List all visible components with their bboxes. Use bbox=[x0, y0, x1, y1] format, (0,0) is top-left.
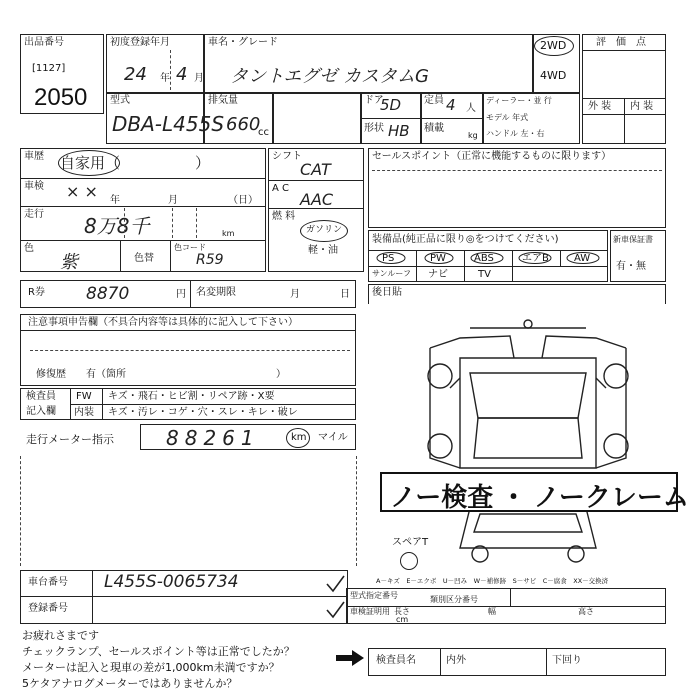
insp-label-1: 検査員 bbox=[26, 391, 56, 402]
size-cert: 車検証明用 bbox=[350, 607, 390, 616]
meter-km: km bbox=[291, 432, 307, 443]
reg-month: 4 bbox=[176, 64, 188, 85]
color-code: R59 bbox=[196, 252, 224, 268]
equip-aw: AW bbox=[574, 253, 591, 264]
reg-year: 24 bbox=[124, 64, 147, 85]
footer-line-2: チェックランプ、セールスポイント等は正常でしたか？ bbox=[22, 645, 295, 658]
lot-sub: [1127] bbox=[32, 63, 66, 74]
recycle-value: 8870 bbox=[86, 284, 130, 304]
fuel-circle bbox=[300, 220, 348, 242]
reg-year-unit: 年 bbox=[160, 73, 170, 84]
cap-label: 定員 bbox=[424, 95, 444, 106]
meter-km-circle bbox=[286, 428, 310, 448]
color-label: 色 bbox=[24, 243, 34, 254]
car-value: タントエグゼ カスタムG bbox=[230, 66, 429, 87]
color-change: 色替 bbox=[134, 253, 154, 264]
ac-value: AAC bbox=[300, 190, 334, 209]
grade-int: 内 装 bbox=[630, 101, 654, 112]
namechg-d: 日 bbox=[340, 289, 350, 300]
drive-top: 2WD bbox=[540, 39, 567, 52]
check-pw-icon bbox=[424, 252, 454, 264]
equip-airbag: エアB bbox=[522, 253, 549, 264]
cap-value: 4 bbox=[446, 96, 456, 114]
shift-value: CAT bbox=[300, 160, 331, 179]
equip-navi: ナビ bbox=[428, 269, 448, 280]
model-value: DBA-L455S bbox=[112, 112, 225, 136]
namechg-m: 月 bbox=[290, 289, 300, 300]
lot-number: 2050 bbox=[34, 84, 88, 111]
equip-pw: PW bbox=[430, 253, 446, 264]
namechg-label: 名変期限 bbox=[196, 287, 236, 298]
lower-label: 下回り bbox=[552, 655, 582, 666]
size-class-label: 類別区分番号 bbox=[430, 595, 478, 604]
equip-tv: TV bbox=[478, 269, 491, 280]
inspect-d: （日） bbox=[228, 195, 258, 206]
insp-fw: FW bbox=[76, 391, 92, 402]
car-label: 車名・グレード bbox=[208, 37, 278, 48]
shift-label: シフト bbox=[272, 151, 302, 162]
check-abs-icon bbox=[470, 252, 504, 264]
stamp-value: ノー検査 ・ ノークレーム bbox=[390, 482, 689, 512]
drive-circle bbox=[534, 36, 574, 56]
mileage-label: 走行 bbox=[24, 209, 44, 220]
equip-abs: ABS bbox=[474, 253, 494, 264]
mileage-unit: km bbox=[222, 229, 235, 238]
cap-unit: 人 bbox=[466, 103, 476, 114]
lot-label: 出品番号 bbox=[24, 37, 64, 48]
reg-label: 初度登録年月 bbox=[110, 37, 170, 48]
check-airbag-icon bbox=[518, 252, 552, 264]
check-regnum-icon bbox=[324, 600, 346, 620]
model-label: 型式 bbox=[110, 95, 130, 106]
insp-label-2: 記入欄 bbox=[26, 406, 56, 417]
insp-in-text: キズ・汚レ・コゲ・穴・スレ・キレ・破レ bbox=[108, 407, 298, 418]
dealer-model-year: モデル 年式 bbox=[486, 113, 529, 122]
recycle-label: R券 bbox=[28, 287, 45, 298]
back-label: 後日貼 bbox=[372, 287, 402, 298]
grade-ext: 外 装 bbox=[588, 101, 612, 112]
color-code-label: 色コード bbox=[174, 243, 206, 252]
equip-label: 装備品(純正品に限り◎をつけてください) bbox=[372, 234, 559, 245]
inout-label: 内外 bbox=[446, 655, 466, 666]
size-len: 長さ bbox=[394, 607, 410, 616]
mileage-value: 8万8千 bbox=[84, 214, 150, 238]
color-value: 紫 bbox=[60, 252, 78, 273]
back-box bbox=[368, 284, 666, 304]
fuel-label: 燃 料 bbox=[272, 211, 296, 222]
spare-label: スペアT bbox=[392, 537, 429, 548]
chassis-value: L455S-0065734 bbox=[104, 572, 239, 592]
ac-label: A C bbox=[272, 183, 290, 194]
drive-bottom: 4WD bbox=[540, 69, 567, 82]
disp-unit: cc bbox=[258, 127, 269, 138]
footer-line-4: 5ケタアナログメーターではありませんか？ bbox=[22, 677, 238, 690]
car-diagram bbox=[390, 318, 666, 578]
notes-repair: 修復歴 有（箇所 ） bbox=[36, 369, 286, 380]
load-unit: kg bbox=[468, 131, 478, 140]
fuel-other: 軽・油 bbox=[308, 245, 338, 256]
insp-fw-text: キズ・飛石・ヒビ割・リペア跡・X要 bbox=[108, 391, 275, 402]
use-value: 自家用（ ） bbox=[60, 154, 211, 172]
meter-label: 走行メーター指示 bbox=[26, 433, 114, 446]
check-aw-icon bbox=[566, 252, 600, 264]
inspector-label: 検査員名 bbox=[376, 655, 416, 666]
recycle-box bbox=[20, 280, 356, 308]
warranty-label: 新車保証書 bbox=[613, 235, 653, 244]
equip-sunroof: サンルーフ bbox=[372, 269, 411, 278]
load-label: 積載 bbox=[424, 123, 444, 134]
notes-label: 注意事項申告欄（不具合内容等は具体的に記入して下さい） bbox=[28, 317, 298, 328]
dealer-handle: ハンドル 左・右 bbox=[486, 129, 545, 138]
insp-in: 内装 bbox=[74, 407, 94, 418]
chassis-label: 車台番号 bbox=[28, 577, 68, 588]
door-label: ドア bbox=[364, 95, 384, 106]
reg-month-unit: 月 bbox=[194, 73, 204, 84]
fuel-gas: ガソリン bbox=[306, 225, 343, 235]
check-chassis-icon bbox=[324, 574, 346, 594]
grade-label: 評 価 点 bbox=[596, 37, 646, 48]
recycle-unit: 円 bbox=[176, 289, 186, 300]
size-wid: 幅 bbox=[488, 607, 496, 616]
size-cm: cm bbox=[396, 615, 409, 624]
equip-ps: PS bbox=[382, 253, 395, 264]
size-hgt: 高さ bbox=[578, 607, 594, 616]
inspect-y: 年 bbox=[110, 195, 120, 206]
size-type-label: 型式指定番号 bbox=[350, 591, 398, 600]
disp-label: 排気量 bbox=[208, 95, 238, 106]
inspect-label: 車検 bbox=[24, 181, 44, 192]
meter-value: 88261 bbox=[166, 426, 260, 450]
meter-mile: マイル bbox=[318, 432, 348, 443]
door-value: 5D bbox=[380, 96, 402, 114]
legend: A－キズ E－エクボ U－凹み W－補修跡 S－サビ C－腐食 XX－交換済 bbox=[376, 577, 609, 585]
footer-line-3: メーターは記入と現車の差が1,000km未満ですか？ bbox=[22, 661, 280, 674]
warranty-value: 有・無 bbox=[616, 261, 646, 272]
check-ps-icon bbox=[376, 252, 406, 264]
regnum-label: 登録番号 bbox=[28, 603, 68, 614]
spare-circle bbox=[400, 552, 418, 570]
dealer-label: ディーラー・並 行 bbox=[486, 96, 552, 105]
footer-line-1: お疲れさまです bbox=[22, 629, 99, 642]
sales-label: セールスポイント（正常に機能するものに限ります） bbox=[372, 151, 612, 162]
use-label: 車歴 bbox=[24, 151, 44, 162]
inspect-m: 月 bbox=[168, 195, 178, 206]
inspect-value: × × bbox=[66, 182, 98, 201]
shape-value: HB bbox=[388, 122, 410, 140]
shape-label: 形状 bbox=[364, 123, 384, 134]
disp-value: 660 bbox=[226, 114, 261, 135]
arrow-right-icon bbox=[336, 650, 364, 666]
use-circle bbox=[58, 150, 120, 176]
